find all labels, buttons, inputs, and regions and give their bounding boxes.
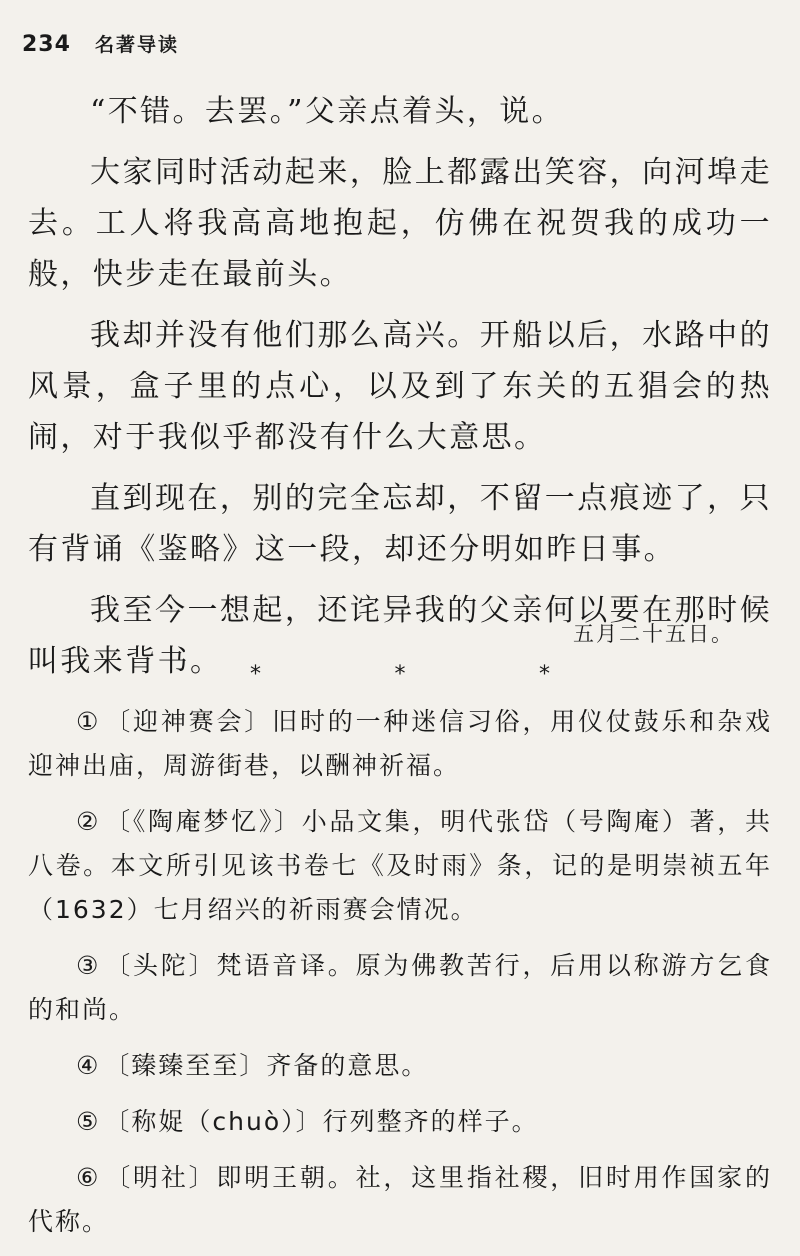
- footnote: [28, 800, 772, 932]
- footnote-marker: ②: [76, 807, 102, 836]
- footnote: [28, 1100, 772, 1144]
- footnote-text: 〔迎神赛会〕旧时的一种迷信习俗，用仪仗鼓乐和杂戏迎神出庙，周游街巷，以酬神祈福。: [28, 707, 772, 780]
- footnote: [28, 1156, 772, 1244]
- page-number: 234: [22, 32, 71, 57]
- footnote-marker: ⑥: [76, 1163, 102, 1192]
- footnote-marker: ⑤: [76, 1107, 101, 1136]
- asterisk: *: [394, 662, 406, 687]
- footnote-text: 〔臻臻至至〕齐备的意思。: [104, 1051, 429, 1080]
- main-text: [28, 86, 772, 697]
- footnote-text: 〔头陀〕梵语音译。原为佛教苦行，后用以称游方乞食的和尚。: [28, 951, 772, 1024]
- section-separator: [250, 662, 550, 687]
- footnote: [28, 944, 772, 1032]
- footnote-text: 〔明社〕即明王朝。社，这里指社稷，旧时用作国家的代称。: [28, 1163, 772, 1236]
- footnotes: [28, 700, 772, 1256]
- asterisk: *: [539, 662, 550, 687]
- paragraph: 直到现在，别的完全忘却，不留一点痕迹了，只有背诵《鉴略》这一段，却还分明如昨日事。: [28, 481, 772, 567]
- paragraph: 大家同时活动起来，脸上都露出笑容，向河埠走去。工人将我高高地抱起，仿佛在祝贺我的成功一般，快步走在最前头。: [28, 155, 772, 292]
- footnote-marker: ①: [76, 707, 102, 736]
- page-header: [22, 30, 179, 57]
- date-line: 五月二十五日。: [573, 622, 734, 646]
- book-title: 名著导读: [94, 34, 179, 56]
- footnote-marker: ④: [76, 1051, 101, 1080]
- footnote-text: 〔称娖（chuò）〕行列整齐的样子。: [104, 1107, 539, 1136]
- paragraph: 我至今一想起，还诧异我的父亲何以要在那时候叫我来背书。: [28, 593, 772, 679]
- paragraph: “不错。去罢。”父亲点着头，说。: [90, 94, 565, 129]
- footnote: [28, 700, 772, 788]
- paragraph: 我却并没有他们那么高兴。开船以后，水路中的风景，盒子里的点心，以及到了东关的五猖会的热闹，对于我似乎都没有什么大意思。: [28, 318, 772, 455]
- footnote: [28, 1044, 772, 1088]
- asterisk: *: [250, 662, 261, 687]
- footnote-marker: ③: [76, 951, 102, 980]
- footnote-text: 〔《陶庵梦忆》〕小品文集，明代张岱（号陶庵）著，共八卷。本文所引见该书卷七《及时雨》条，记的是明崇祯五年（1632）七月绍兴的祈雨赛会情况。: [28, 807, 772, 924]
